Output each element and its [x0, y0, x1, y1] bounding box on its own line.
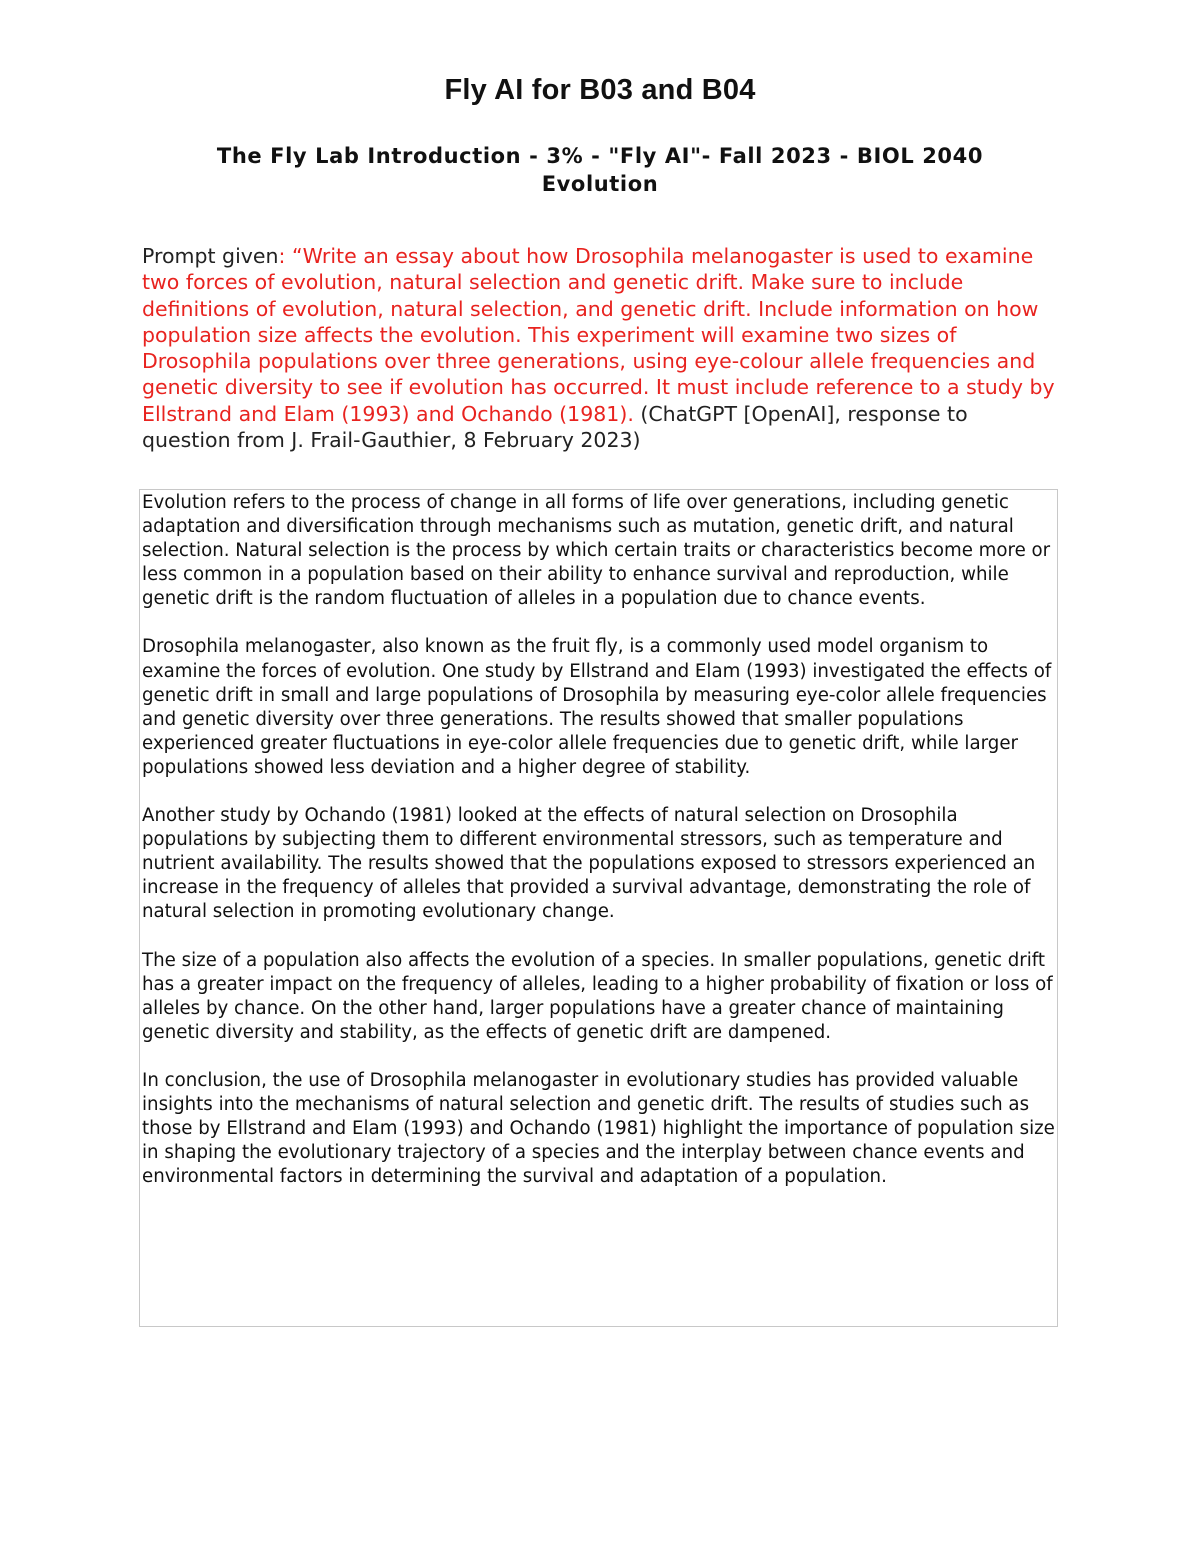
ai-response-box: [139, 489, 1058, 1327]
response-paragraph-population-size: The size of a population also affects the evolution of a species. In smaller populations, genetic drift has a greater impact on the frequency of alleles, leading to a higher probability of fixation or loss of alleles by chance. On the other hand, larger populations have a greater chance of maintaining genetic diversity and stability, as the effects of genetic drift are dampened.: [142, 949, 1053, 1043]
prompt-block: [142, 243, 1062, 453]
document-title: Fly AI for B03 and B04: [444, 74, 756, 106]
prompt-colon: :: [278, 244, 286, 268]
document-subtitle: The Fly Lab Introduction - 3% - "Fly AI"- Fall 2023 - BIOL 2040 Evolution: [216, 144, 984, 196]
prompt-label: Prompt given: [142, 244, 279, 268]
response-paragraph-definitions: Evolution refers to the process of change in all forms of life over generations, including genetic adaptation and diversification through mechanisms such as mutation, genetic drift, and natural selection. Natural selection is the process by which certain traits or characteristics become more or less common in a population based on their ability to enhance survival and reproduction, while genetic drift is the random fluctuation of alleles in a population due to chance events.: [142, 492, 1051, 610]
prompt-text: “Write an essay about how Drosophila melanogaster is used to examine two forces of evolution, natural selection and genetic drift. Make sure to include definitions of evolution, natural selection, and genetic drift. Include information on how population size affects the evolution. This experiment will examine two sizes of Drosophila populations over three generations, using eye-colour allele frequencies and genetic diversity to see if evolution has occurred. It must include reference to a study by Ellstrand and Elam (1993) and Ochando (1981).: [142, 244, 1055, 426]
response-paragraph-ellstrand-elam: Drosophila melanogaster, also known as the fruit fly, is a commonly used model organism to examine the forces of evolution. One study by Ellstrand and Elam (1993) investigated the effects of genetic drift in small and large populations of Drosophila by measuring eye-color allele frequencies and genetic diversity over three generations. The results showed that smaller populations experienced greater fluctuations in eye-color allele frequencies due to genetic drift, while larger populations showed less deviation and a higher degree of stability.: [142, 636, 1052, 778]
prompt-citation: (ChatGPT [OpenAI], response to question from J. Frail-Gauthier, 8 February 2023): [142, 401, 968, 453]
ai-response-text: [142, 491, 1062, 1189]
response-paragraph-ochando: Another study by Ochando (1981) looked at the effects of natural selection on Drosophila populations by subjecting them to different environmental stressors, such as temperature and nutrient availability. The results showed that the populations exposed to stressors experienced an increase in the frequency of alleles that provided a survival advantage, demonstrating the role of natural selection in promoting evolutionary change.: [142, 805, 1036, 923]
response-paragraph-conclusion: In conclusion, the use of Drosophila melanogaster in evolutionary studies has provided valuable insights into the mechanisms of natural selection and genetic drift. The results of studies such as those by Ellstrand and Elam (1993) and Ochando (1981) highlight the importance of population size in shaping the evolutionary trajectory of a species and the interplay between chance events and environmental factors in determining the survival and adaptation of a population.: [142, 1069, 1055, 1188]
